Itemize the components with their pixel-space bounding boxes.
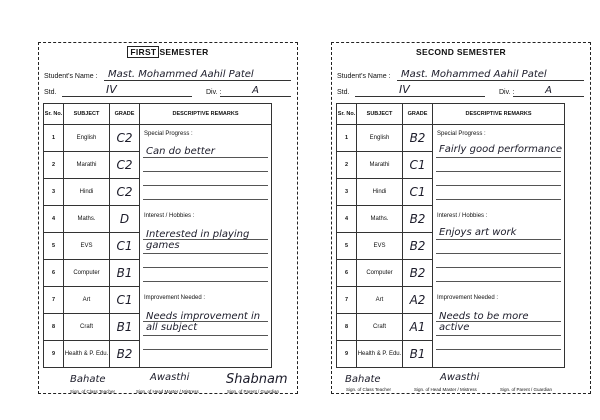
header-sr-no: Sr. No. xyxy=(44,104,64,125)
remark-line xyxy=(143,349,268,350)
interest-label: Interest / Hobbies : xyxy=(437,213,488,219)
subject-name: Art xyxy=(357,287,403,314)
class-teacher-sign-label: Sign. of Class Teacher xyxy=(346,387,391,392)
table-header-row xyxy=(337,104,565,125)
special-progress-label: Special Progress : xyxy=(144,131,193,137)
header-subject: SUBJECT xyxy=(64,104,110,125)
remark-line xyxy=(436,171,561,172)
class-teacher-sign-label: Sign. of Class Teacher xyxy=(70,389,115,394)
row-number: 2 xyxy=(337,152,357,179)
improvement-label: Improvement Needed : xyxy=(437,295,499,301)
subject-name: English xyxy=(357,125,403,152)
second-semester-card xyxy=(331,42,591,394)
std-div-row xyxy=(337,83,584,97)
head-master-sign-label: Sign. of Head Master / Mistress xyxy=(136,389,199,394)
parent-sign-label: Sign. of Parent / Guardian xyxy=(500,387,553,392)
row-number: 3 xyxy=(337,179,357,206)
grade-value: C1 xyxy=(110,287,140,314)
grade-value: C2 xyxy=(110,179,140,206)
subject-name: English xyxy=(64,125,110,152)
remark-line xyxy=(143,171,268,172)
grades-table xyxy=(43,103,272,368)
grade-value: C1 xyxy=(403,152,433,179)
row-number: 9 xyxy=(337,341,357,368)
row-number: 4 xyxy=(337,206,357,233)
div-value: A xyxy=(513,85,584,97)
header-sr-no: Sr. No. xyxy=(337,104,357,125)
grade-value: B2 xyxy=(403,206,433,233)
subject-name: Marathi xyxy=(64,152,110,179)
improvement-label: Improvement Needed : xyxy=(144,295,206,301)
head-master-sign-label: Sign. of Head Master / Mistress xyxy=(414,387,477,392)
grade-value: C2 xyxy=(110,152,140,179)
parent-signature: Shabnam xyxy=(226,372,288,387)
std-value: IV xyxy=(62,83,192,97)
remarks-cell xyxy=(433,125,565,368)
remark-line xyxy=(143,157,268,158)
grades-table xyxy=(336,103,565,368)
row-number: 4 xyxy=(44,206,64,233)
std-value: IV xyxy=(355,83,485,97)
grade-value: C2 xyxy=(110,125,140,152)
student-name-value: Mast. Mohammed Aahil Patel xyxy=(397,69,584,81)
row-number: 9 xyxy=(44,341,64,368)
header-subject: SUBJECT xyxy=(357,104,403,125)
table-row xyxy=(337,125,565,152)
special-progress-text: Fairly good performance xyxy=(439,144,562,155)
improvement-text: Needs to be more active xyxy=(439,311,529,333)
remark-line xyxy=(436,281,561,282)
remark-line xyxy=(143,281,268,282)
grade-value: B2 xyxy=(403,233,433,260)
remark-line xyxy=(143,267,268,268)
remark-line xyxy=(143,335,268,336)
std-div-row xyxy=(44,83,291,97)
grade-value: B2 xyxy=(403,260,433,287)
remark-line xyxy=(436,157,561,158)
special-progress-label: Special Progress : xyxy=(437,131,486,137)
grade-value: B1 xyxy=(110,260,140,287)
student-name-row xyxy=(44,67,291,81)
row-number: 3 xyxy=(44,179,64,206)
row-number: 8 xyxy=(337,314,357,341)
row-number: 6 xyxy=(44,260,64,287)
semester-title: SECOND SEMESTER xyxy=(416,47,506,57)
row-number: 5 xyxy=(337,233,357,260)
semester-title xyxy=(39,47,297,57)
table-header-row xyxy=(44,104,272,125)
first-semester-card xyxy=(38,42,298,394)
student-name-label: Student's Name : xyxy=(337,73,391,80)
row-number: 1 xyxy=(337,125,357,152)
student-name-label: Student's Name : xyxy=(44,73,98,80)
parent-sign-label: Sign. of Parent / Guardian xyxy=(227,389,280,394)
remark-line xyxy=(436,253,561,254)
student-name-value: Mast. Mohammed Aahil Patel xyxy=(104,69,291,81)
grade-value: C1 xyxy=(403,179,433,206)
semester-title-boxed: FIRST xyxy=(127,46,159,58)
remark-line xyxy=(436,321,561,322)
subject-name: Maths. xyxy=(64,206,110,233)
subject-name: Health & P. Edu. xyxy=(357,341,403,368)
row-number: 8 xyxy=(44,314,64,341)
header-grade: GRADE xyxy=(110,104,140,125)
subject-name: Craft xyxy=(357,314,403,341)
std-label: Std. xyxy=(337,89,350,96)
row-number: 7 xyxy=(44,287,64,314)
div-label: Div. : xyxy=(499,89,515,96)
subject-name: Marathi xyxy=(357,152,403,179)
subject-name: Maths. xyxy=(357,206,403,233)
remark-line xyxy=(143,253,268,254)
div-value: A xyxy=(220,85,291,97)
special-progress-text: Can do better xyxy=(146,146,215,157)
row-number: 7 xyxy=(337,287,357,314)
header-remarks: DESCRIPTIVE REMARKS xyxy=(433,104,565,125)
remark-line xyxy=(436,349,561,350)
subject-name: Health & P. Edu. xyxy=(64,341,110,368)
remark-line xyxy=(436,267,561,268)
grade-value: B1 xyxy=(110,314,140,341)
row-number: 5 xyxy=(44,233,64,260)
class-teacher-signature: Bahate xyxy=(345,374,381,385)
remarks-cell xyxy=(140,125,272,368)
grade-value: C1 xyxy=(110,233,140,260)
row-number: 6 xyxy=(337,260,357,287)
remark-line xyxy=(143,321,268,322)
row-number: 2 xyxy=(44,152,64,179)
head-master-signature: Awasthi xyxy=(150,372,190,383)
signature-strip xyxy=(0,372,600,412)
grade-value: A2 xyxy=(403,287,433,314)
subject-name: Hindi xyxy=(357,179,403,206)
subject-name: Computer xyxy=(357,260,403,287)
interest-text: Enjoys art work xyxy=(439,227,517,238)
semester-title-rest: SEMESTER xyxy=(159,47,209,57)
table-row xyxy=(44,125,272,152)
remark-line xyxy=(143,199,268,200)
remark-line xyxy=(143,239,268,240)
subject-name: Hindi xyxy=(64,179,110,206)
grade-value: B2 xyxy=(403,125,433,152)
subject-name: Art xyxy=(64,287,110,314)
std-label: Std. xyxy=(44,89,57,96)
subject-name: Craft xyxy=(64,314,110,341)
subject-name: EVS xyxy=(64,233,110,260)
interest-label: Interest / Hobbies : xyxy=(144,213,195,219)
head-master-signature: Awasthi xyxy=(440,372,480,383)
remark-line xyxy=(436,239,561,240)
grade-value: B2 xyxy=(110,341,140,368)
remark-line xyxy=(143,185,268,186)
remark-line xyxy=(436,335,561,336)
student-name-row xyxy=(337,67,584,81)
remark-line xyxy=(436,199,561,200)
subject-name: Computer xyxy=(64,260,110,287)
header-remarks: DESCRIPTIVE REMARKS xyxy=(140,104,272,125)
grade-value: B1 xyxy=(403,341,433,368)
grade-value: A1 xyxy=(403,314,433,341)
div-label: Div. : xyxy=(206,89,222,96)
subject-name: EVS xyxy=(357,233,403,260)
improvement-text: Needs improvement in all subject xyxy=(146,311,261,333)
remark-line xyxy=(436,185,561,186)
row-number: 1 xyxy=(44,125,64,152)
interest-text: Interested in playing games xyxy=(146,229,250,251)
class-teacher-signature: Bahate xyxy=(70,374,106,385)
grade-value: D xyxy=(110,206,140,233)
header-grade: GRADE xyxy=(403,104,433,125)
